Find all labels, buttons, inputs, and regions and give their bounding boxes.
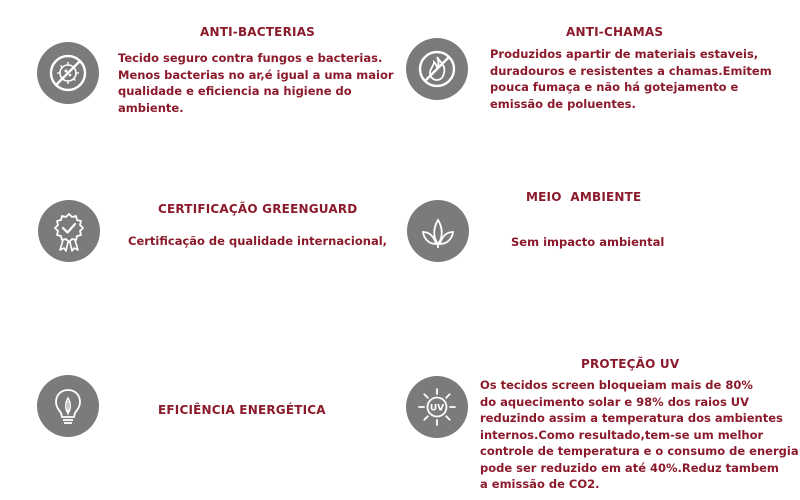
certificate-badge-icon	[38, 200, 100, 262]
protecao-uv-title: PROTEÇÃO UV	[581, 357, 680, 371]
protecao-uv-description: Os tecidos screen bloqueiam mais de 80% do aquecimento solar e 98% dos raios UV reduzindo assim a temperatura dos ambientes internos.Como resultado,tem-se um melhor controle de temperatura e o consumo de energia pode ser reduzido em até 40%.Reduz tambem a emissão de CO2.	[480, 378, 799, 491]
certificacao-description: Certificação de qualidade internacional,	[128, 234, 388, 248]
uv-sun-icon	[406, 376, 468, 438]
anti-bacterias-description: Tecido seguro contra fungos e bacterias. Menos bacterias no ar,é igual a uma maior qualidade e eficiencia na higiene do ambiente.	[118, 51, 394, 115]
meio-ambiente-description: Sem impacto ambiental	[511, 235, 665, 249]
eco-bulb-icon	[37, 375, 99, 437]
meio-ambiente-title: MEIO AMBIENTE	[526, 190, 642, 204]
uv-icon-label: UV	[429, 403, 445, 414]
eficiencia-title: EFICIÊNCIA ENERGÉTICA	[158, 403, 326, 417]
leaf-icon	[407, 200, 469, 262]
no-flame-icon	[406, 38, 468, 100]
anti-chamas-title: ANTI-CHAMAS	[566, 25, 664, 39]
no-bacteria-icon	[37, 42, 99, 104]
anti-chamas-description: Produzidos apartir de materiais estaveis, duradouros e resistentes a chamas.Emitem pouca fumaça e não há gotejamento e emissão de poluentes.	[490, 47, 772, 111]
certificacao-title: CERTIFICAÇÃO GREENGUARD	[158, 202, 358, 216]
anti-bacterias-title: ANTI-BACTERIAS	[200, 25, 316, 39]
